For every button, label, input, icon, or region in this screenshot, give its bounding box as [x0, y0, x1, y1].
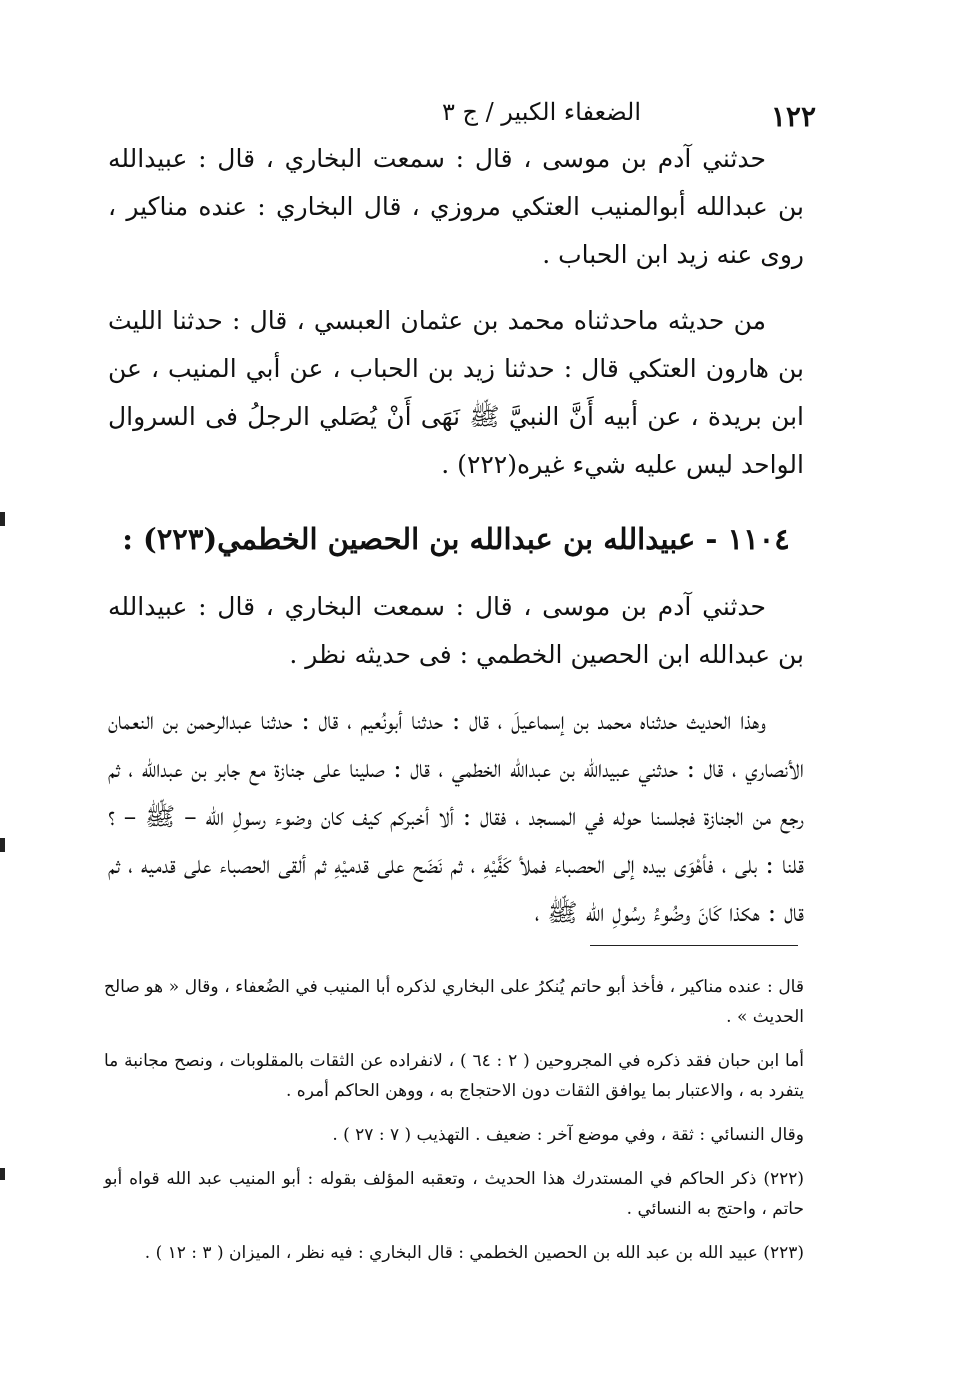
- entry-heading: ١١٠٤ - عبيدالله بن عبدالله بن الحصين الخطمي(٢٢٣) :: [122, 522, 790, 556]
- scan-margin-mark: [0, 838, 5, 852]
- scan-margin-mark: [0, 512, 5, 526]
- main-text: [108, 135, 804, 937]
- paragraph: وهذا الحديث حدثناه محمد بن إسماعيلَ ، قال : حدثنا أبونُعيم ، قال : حدثنا عبدالرحمن بن النعمان الأنصاري ، قال : حدثني عبيدالله بن عبدالله الخطمي ، قال : صلينا على جنازة مع جابر بن عبدالله ، ثم رجع من الجنازة فجلسنا حوله في المسجد ، فقال : ألا أخبركم كيف كان وضوء رسولِ الله – ﷺ – ؟ قلنا : بلى ، فأهْوَى بيده إلى الحصباء فملأ كَفَّيْهِ ، ثم نَضَح على قدميْهِ ثم ألقى الحصباء على قدميه ، ثم قال : هكذا كَانَ وضُوءُ رسُولِ الله ﷺ ،: [108, 706, 804, 927]
- page-header: [100, 96, 816, 136]
- footnote: قال : عنده مناكير ، فأخذ أبو حاتم يُنكرُ على البخاري لذكره أبا المنيب في الضُعفاء ، وقال « هو صالح الحديث » .: [104, 977, 804, 1027]
- footnote-separator: [590, 945, 798, 946]
- footnote: (٢٢٢) ذكر الحاكم في المستدرك هذا الحديث ، وتعقبه المؤلف بقوله : أبو المنيب عبد الله قواه أبو حاتم ، واحتج به النسائي .: [104, 1169, 804, 1219]
- paragraph: حدثني آدم بن موسى ، قال : سمعت البخاري ، قال : عبيدالله بن عبدالله ابن الحصين الخطمي : فى حديثه نظر .: [108, 592, 804, 669]
- paragraph: حدثني آدم بن موسى ، قال : سمعت البخاري ، قال : عبيدالله بن عبدالله أبوالمنيب العتكي مروزي ، قال البخاري : عنده مناكير ، روى عنه زيد ابن الحباب .: [108, 144, 804, 269]
- scan-margin-mark: [0, 1168, 5, 1180]
- footnotes: [104, 972, 804, 1282]
- footnote: أما ابن حبان فقد ذكره في المجروحين ( ٢ : ٦٤ ) ، لانفراده عن الثقات بالمقلوبات ، ونصح مجانبة ما يتفرد به ، والاعتبار بما يوافق الثقات دون الاحتجاج به ، ووهن الحاكم أمره .: [104, 1051, 805, 1101]
- running-title: الضعفاء الكبير / ج ٣: [441, 98, 641, 126]
- paragraph: من حديثه ماحدثناه محمد بن عثمان العبسي ، قال : حدثنا الليث بن هارون العتكي قال : حدثنا زيد بن الحباب ، عن أبي المنيب ، عن ابن بريدة ، عن أبيه أَنَّ النبيَّ ﷺ نَهَى أَنْ يُصَلي الرجلُ فى السروال الواحد ليس عليه شيء غيره(٢٢٢) .: [108, 306, 804, 479]
- footnote: وقال النسائي : ثقة ، وفي موضع آخر : ضعيف . التهذيب ( ٧ : ٢٧ ) .: [332, 1125, 804, 1145]
- page-number: ١٢٢: [770, 100, 816, 133]
- footnote: (٢٢٣) عبيد الله بن عبد الله بن الحصين الخطمي : قال البخاري : فيه نظر ، الميزان ( ٣ : ١٢ ) .: [144, 1243, 804, 1263]
